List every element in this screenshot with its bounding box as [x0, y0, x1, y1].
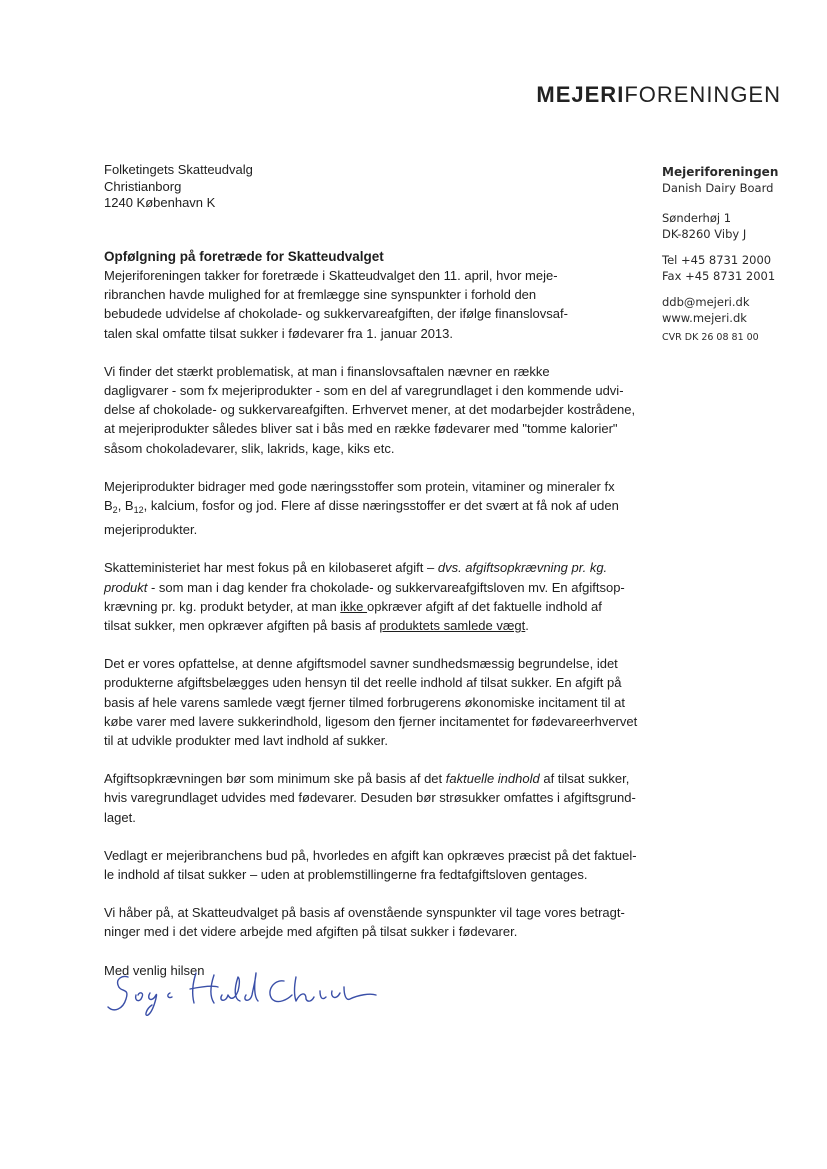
underlined-fragment: produktets samlede vægt	[379, 618, 526, 634]
paragraph-3	[104, 477, 664, 540]
logo-light: FORENINGEN	[624, 82, 781, 107]
closing-line: Med venlig hilsen	[104, 962, 205, 978]
text-line: hvis varegrundlaget udvides med fødevarer. Desuden bør strøsukker omfattes i afgiftsgrund-	[104, 790, 636, 806]
text-line	[104, 496, 664, 520]
sender-org-en: Danish Dairy Board	[662, 181, 774, 195]
subscript: 12	[133, 505, 144, 516]
sender-email: ddb@mejeri.dk	[662, 295, 750, 309]
sender-cvr: CVR DK 26 08 81 00	[662, 332, 759, 343]
paragraph-4	[104, 558, 664, 635]
paragraph-2	[104, 362, 664, 458]
text-line: ribranchen havde mulighed for at fremlægge sine synspunkter i forhold den	[104, 287, 537, 303]
text-line: bebudede udvidelse af chokolade- og sukkervareafgiften, der ifølge finanslovsaf-	[104, 306, 568, 322]
sender-street: Sønderhøj 1	[662, 211, 732, 225]
sender-tel: Tel +45 8731 2000	[662, 253, 772, 267]
text-line: Mejeriprodukter bidrager med gode næringsstoffer som protein, vitaminer og mineraler fx	[104, 478, 615, 494]
paragraph-1	[104, 266, 664, 343]
recipient-line: 1240 København K	[104, 195, 216, 210]
text-line: såsom chokoladevarer, slik, lakrids, kage, kiks etc.	[104, 440, 395, 456]
sender-city: DK-8260 Viby J	[662, 227, 747, 241]
text-line: Det er vores opfattelse, at denne afgiftsmodel savner sundhedsmæssig begrundelse, idet	[104, 656, 618, 672]
text-line	[104, 578, 664, 597]
text-line: mejeriprodukter.	[104, 522, 198, 538]
paragraph-7	[104, 846, 664, 884]
text-fragment: Skatteministeriet har mest fokus på en kilobaseret afgift –	[104, 560, 438, 576]
text-line: at mejeriprodukter således bliver sat i bås med en række fødevarer med "tomme kalorier"	[104, 421, 618, 437]
text-line: delse af chokolade- og sukkervareafgiften. Erhvervet mener, at det modarbejder kostrådene,	[104, 402, 636, 418]
text-line	[104, 616, 664, 635]
italic-fragment: produkt	[104, 579, 148, 595]
text-fragment: - som man i dag kender fra chokolade- og sukkervareafgiftsloven mv. En afgiftsop-	[147, 579, 625, 595]
text-line: Vi håber på, at Skatteudvalget på basis af ovenstående synspunkter vil tage vores betragt-	[104, 905, 625, 921]
recipient-address	[104, 162, 253, 212]
letter-body	[104, 247, 664, 999]
letter-heading: Opfølgning på foretræde for Skatteudvalget	[104, 249, 384, 264]
text-line: ninger med i det videre arbejde med afgiften på tilsat sukker i fødevarer.	[104, 924, 518, 940]
text-line	[104, 769, 664, 788]
recipient-line: Folketingets Skatteudvalg	[104, 162, 253, 177]
italic-fragment: faktuelle indhold	[445, 771, 540, 787]
text-line: produkterne afgiftsbelægges uden hensyn til det reelle indhold af tilsat sukker. En afgift på	[104, 675, 622, 691]
text-line: laget.	[104, 809, 136, 825]
sender-web: www.mejeri.dk	[662, 311, 747, 325]
italic-fragment: dvs. afgiftsopkrævning pr. kg.	[437, 560, 608, 576]
sender-org: Mejeriforeningen	[662, 165, 779, 179]
text-fragment: tilsat sukker, men opkræver afgiften på basis af	[104, 618, 380, 634]
text-fragment: Afgiftsopkrævningen bør som minimum ske på basis af det	[104, 771, 446, 787]
text-line	[104, 597, 664, 616]
text-line: købe varer med lavere sukkerindhold, ligesom den fjerner incitamentet for fødevareerhvervet	[104, 713, 638, 729]
text-fragment: opkræver afgift af det faktuelle indhold af	[367, 598, 602, 614]
text-line: le indhold af tilsat sukker – uden at problemstillingerne fra fedtafgiftsloven gentages.	[104, 867, 588, 883]
sender-info	[662, 164, 778, 346]
handwritten-signature	[100, 965, 380, 1025]
organization-logo	[536, 82, 781, 108]
subscript: 2	[112, 505, 118, 516]
text-line: Mejeriforeningen takker for foretræde i Skatteudvalget den 11. april, hvor meje-	[104, 268, 558, 283]
logo-bold: MEJERI	[536, 82, 625, 107]
paragraph-6	[104, 769, 664, 827]
text-line: til at udvikle produkter med lavt indhold af sukker.	[104, 733, 388, 749]
text-line: talen skal omfatte tilsat sukker i fødevarer fra 1. januar 2013.	[104, 325, 454, 341]
paragraph-8	[104, 903, 664, 941]
sender-fax: Fax +45 8731 2001	[662, 269, 776, 283]
vitamin-sep: , B	[117, 498, 134, 514]
text-line	[104, 558, 664, 577]
text-line: dagligvarer - som fx mejeriprodukter - som en del af varegrundlaget i den kommende udvi-	[104, 383, 624, 399]
text-line: Vi finder det stærkt problematisk, at man i finanslovsaftalen nævner en række	[104, 363, 550, 379]
text-line: basis af hele varens samlede vægt fjerner tilmed forbrugerens økonomiske incitament til at	[104, 694, 625, 710]
recipient-line: Christianborg	[104, 178, 182, 194]
text-line: Vedlagt er mejeribranchens bud på, hvorledes en afgift kan opkræves præcist på det faktuel-	[104, 847, 637, 863]
text-fragment: , kalcium, fosfor og jod. Flere af disse næringsstoffer er det svært at få nok af uden	[143, 498, 619, 514]
text-fragment: af tilsat sukker,	[539, 771, 630, 787]
text-fragment: .	[525, 618, 529, 634]
text-fragment: krævning pr. kg. produkt betyder, at man	[104, 598, 341, 614]
paragraph-5	[104, 654, 664, 750]
underlined-fragment: ikke	[340, 598, 368, 614]
vitamin-b: B	[104, 498, 113, 514]
